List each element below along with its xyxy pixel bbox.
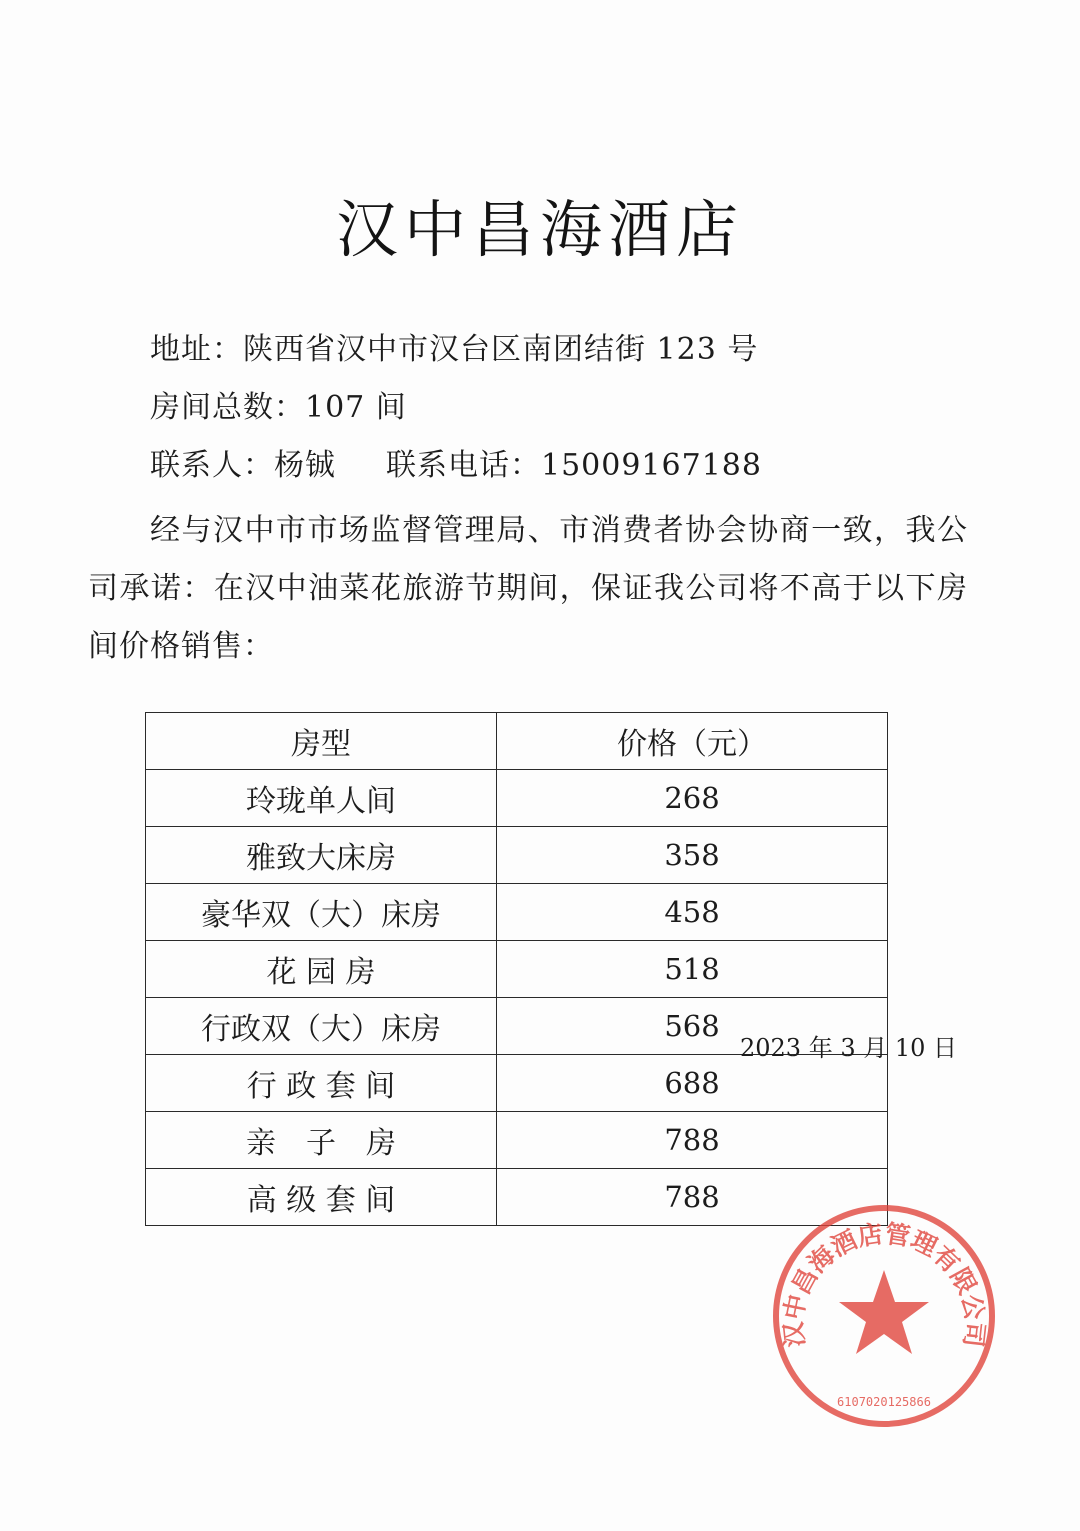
price-cell: 268: [497, 770, 888, 827]
room-type-cell: 高 级 套 间: [146, 1169, 497, 1226]
room-type-cell: 雅致大床房: [146, 827, 497, 884]
room-type-cell: 玲珑单人间: [146, 770, 497, 827]
price-table: [145, 712, 888, 1226]
seal-company-textpath: 汉中昌海酒店管理有限公司: [778, 1219, 990, 1349]
room-type-cell: 行 政 套 间: [146, 1055, 497, 1112]
room-type-cell: 亲 子 房: [146, 1112, 497, 1169]
price-cell: 518: [497, 941, 888, 998]
table-row: [146, 1055, 888, 1112]
table-row: [146, 1112, 888, 1169]
star-icon: [839, 1270, 929, 1354]
price-cell: 788: [497, 1112, 888, 1169]
table-row: [146, 941, 888, 998]
room-type-cell: 豪华双（大）床房: [146, 884, 497, 941]
table-header-row: [146, 713, 888, 770]
table-row: [146, 827, 888, 884]
commitment-paragraph: 经与汉中市市场监督管理局、市消费者协会协商一致，我公司承诺：在汉中油菜花旅游节期间，保证我公司将不高于以下房间价格销售：: [88, 513, 968, 664]
contact-phone: 联系电话：15009167188: [386, 448, 762, 483]
price-cell: 688: [497, 1055, 888, 1112]
address-line: 地址：陕西省汉中市汉台区南团结街 123 号: [150, 332, 759, 367]
price-cell: 788: [497, 1169, 888, 1226]
rooms-count-line: 房间总数：107 间: [150, 390, 407, 425]
contact-person: 联系人：杨铖: [150, 448, 336, 483]
company-seal-stamp: [768, 1200, 1000, 1432]
room-type-cell: 花 园 房: [146, 941, 497, 998]
document-date: 2023 年 3 月 10 日: [740, 1034, 958, 1062]
header-room-type: 房型: [146, 713, 497, 770]
price-cell: 458: [497, 884, 888, 941]
room-type-cell: 行政双（大）床房: [146, 998, 497, 1055]
seal-code: 6107020125866: [837, 1395, 931, 1409]
table-row: [146, 770, 888, 827]
header-price: 价格（元）: [497, 713, 888, 770]
table-row: [146, 884, 888, 941]
document-title: 汉中昌海酒店: [335, 193, 744, 266]
price-cell: 568: [497, 998, 888, 1055]
price-cell: 358: [497, 827, 888, 884]
contact-line: [150, 446, 762, 486]
